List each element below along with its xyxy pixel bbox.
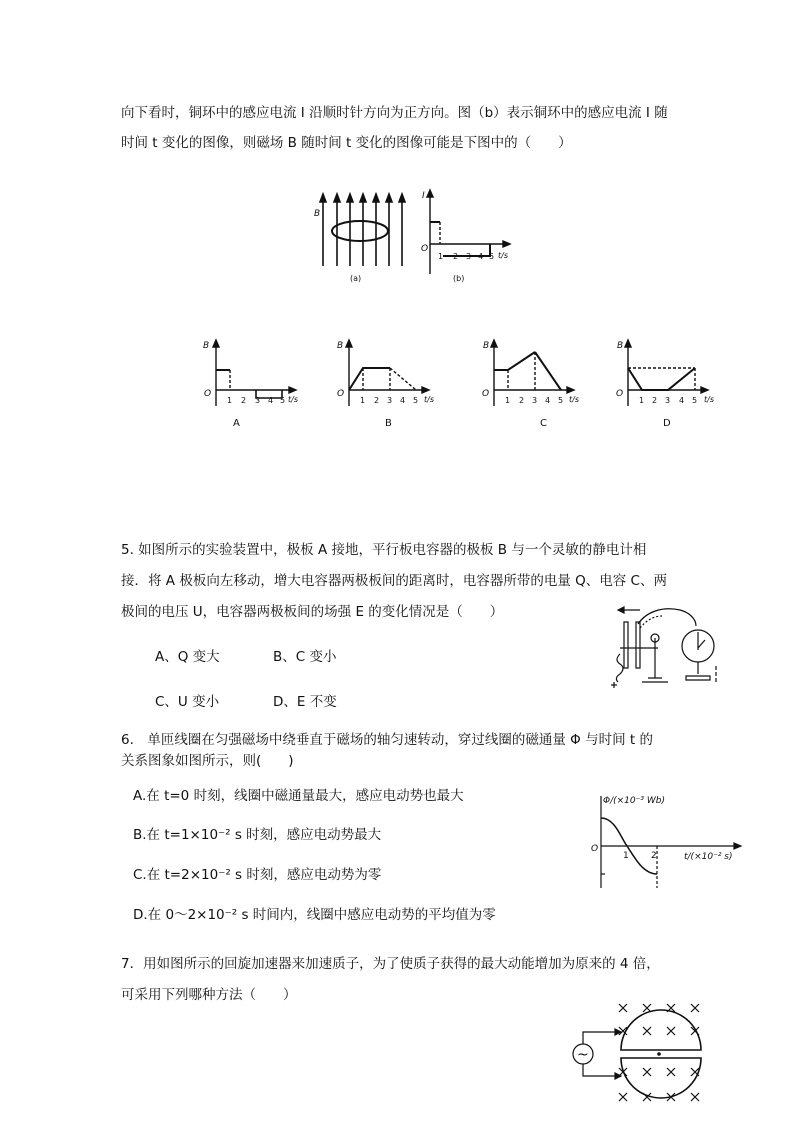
q5-option-b: B、C 变小 — [273, 649, 337, 665]
graph-c-origin: O — [482, 389, 490, 399]
q5-option-c: C、U 变小 — [155, 694, 220, 710]
fig-b-caption: (b) — [453, 274, 465, 283]
q6-graph-origin: O — [591, 844, 599, 854]
graph-d-b-label: B — [617, 341, 624, 351]
graph-a-origin: O — [204, 389, 212, 399]
graph-d-tick-1: 1 — [639, 396, 645, 405]
q6-graph-tick-1: 1 — [623, 851, 629, 861]
graph-a-b-label: B — [203, 341, 210, 351]
q7-cyclotron-figure — [565, 996, 715, 1112]
graph-a-tick-3: 3 — [255, 396, 261, 405]
graph-d-tick-2: 2 — [652, 396, 658, 405]
option-graphs — [196, 336, 726, 436]
graph-d-origin: O — [616, 389, 624, 399]
q6-option-b: B.在 t=1×10⁻² s 时刻，感应电动势最大 — [133, 827, 382, 843]
graph-b-t-label: t/s — [424, 395, 434, 404]
graph-b-tick-5: 5 — [413, 396, 419, 405]
graph-c-tick-1: 1 — [505, 396, 511, 405]
ac-source-symbol: ~ — [577, 1047, 589, 1063]
q6-graph-tick-2: 2 — [651, 851, 657, 861]
q6-graph-ylabel: Φ/(×10⁻³ Wb) — [603, 796, 665, 806]
fig-b-tick-1: 1 — [438, 252, 444, 261]
q6-option-c: C.在 t=2×10⁻² s 时刻，感应电动势为零 — [133, 867, 382, 883]
q5-line-2: 接．将 A 极板向左移动，增大电容器两极板间的距离时，电容器所带的电量 Q、电容 C、两 — [121, 573, 667, 589]
graph-d-t-label: t/s — [704, 395, 714, 404]
q6-graph-xlabel: t/(×10⁻² s) — [684, 852, 733, 862]
graph-a-tick-2: 2 — [241, 396, 247, 405]
graph-b-tick-4: 4 — [400, 396, 406, 405]
graph-c-tick-5: 5 — [558, 396, 564, 405]
fig-b-tick-3: 3 — [466, 252, 472, 261]
graph-c-tick-4: 4 — [545, 396, 551, 405]
q7-line-2: 可采用下列哪种方法（ ） — [121, 987, 297, 1003]
graph-d-tick-5: 5 — [692, 396, 698, 405]
graph-a-tick-1: 1 — [227, 396, 233, 405]
intro-line-2: 时间 t 变化的图像，则磁场 B 随时间 t 变化的图像可能是下图中的（ ） — [121, 135, 572, 151]
graph-b-tick-1: 1 — [360, 396, 366, 405]
q6-flux-graph — [585, 788, 755, 892]
graph-d-tick-3: 3 — [665, 396, 671, 405]
fig-b-i-label: I — [422, 191, 425, 201]
intro-line-1: 向下看时，铜环中的感应电流 I 沿顺时针方向为正方向。图（b）表示铜环中的感应电流 I 随 — [121, 105, 668, 121]
q6-line-2: 关系图象如图所示，则( ) — [121, 753, 294, 769]
fig-a-caption: (a) — [350, 274, 362, 283]
fig-b-origin: O — [421, 244, 429, 254]
graph-b-origin: O — [337, 389, 345, 399]
fig-a-b-label: B — [314, 209, 321, 219]
graph-b-tick-2: 2 — [374, 396, 380, 405]
fig-b-tick-4: 4 — [478, 252, 484, 261]
graph-c-tick-3: 3 — [532, 396, 538, 405]
graph-c-t-label: t/s — [569, 395, 579, 404]
graph-a-caption: A — [233, 418, 240, 429]
graph-c-tick-2: 2 — [519, 396, 525, 405]
graph-b-tick-3: 3 — [387, 396, 393, 405]
q5-option-a: A、Q 变大 — [155, 649, 220, 665]
q6-line-1: 6. 单匝线圈在匀强磁场中绕垂直于磁场的轴匀速转动，穿过线圈的磁通量 Φ 与时间 t 的 — [121, 732, 653, 748]
graph-a-tick-4: 4 — [268, 396, 274, 405]
fig-b-tick-5: 5 — [489, 252, 495, 261]
graph-c-b-label: B — [483, 341, 490, 351]
graph-c-caption: C — [540, 418, 547, 429]
q5-line-3: 极间的电压 U，电容器两极板间的场强 E 的变化情况是（ ） — [121, 604, 504, 620]
figure-ab — [305, 186, 525, 286]
q5-electrometer-figure — [600, 604, 730, 690]
figure-a — [320, 194, 405, 266]
figure-b — [427, 190, 510, 274]
q6-option-a: A.在 t=0 时刻，线圈中磁通量最大，感应电动势也最大 — [133, 788, 464, 804]
graph-d-tick-4: 4 — [679, 396, 685, 405]
q6-option-d: D.在 0～2×10⁻² s 时间内，线圈中感应电动势的平均值为零 — [133, 907, 496, 923]
q5-line-1: 5. 如图所示的实验装置中，极板 A 接地，平行板电容器的极板 B 与一个灵敏的静电计相 — [121, 542, 647, 558]
fig-b-tick-2: 2 — [453, 252, 459, 261]
graph-a-tick-5: 5 — [280, 396, 286, 405]
graph-b-caption: B — [385, 418, 392, 429]
graph-a-t-label: t/s — [288, 395, 298, 404]
q7-line-1: 7．用如图所示的回旋加速器来加速质子，为了使质子获得的最大动能增加为原来的 4 倍， — [121, 956, 660, 972]
graph-b-b-label: B — [337, 341, 344, 351]
q5-option-d: D、E 不变 — [273, 694, 337, 710]
fig-b-t-label: t/s — [498, 251, 508, 260]
graph-d-caption: D — [663, 418, 671, 429]
